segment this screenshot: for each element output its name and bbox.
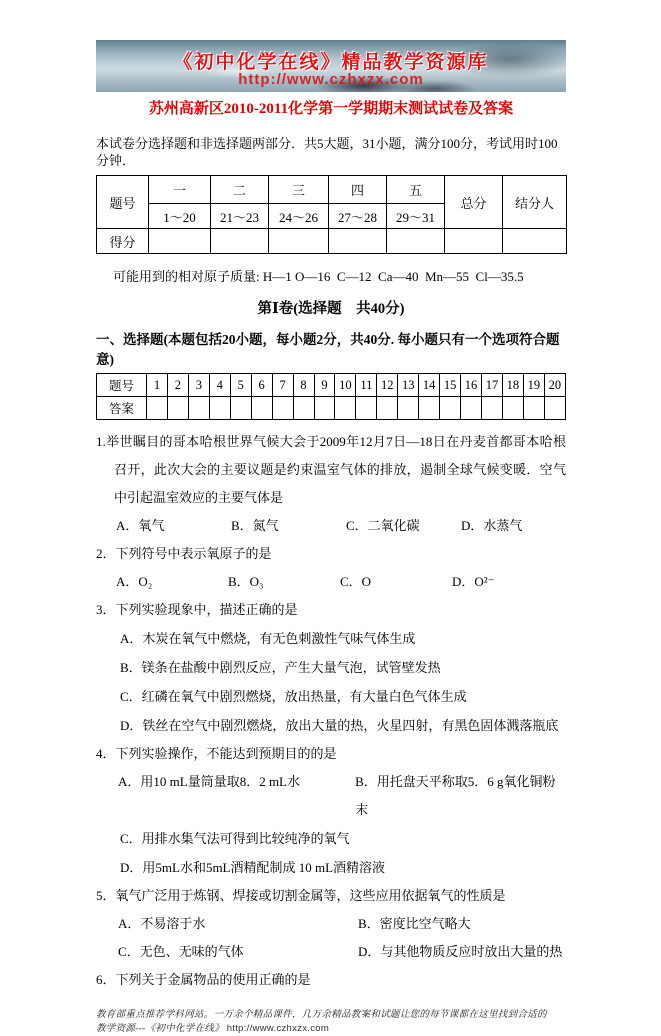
answer-table-number: 9 bbox=[314, 374, 335, 397]
question-3 bbox=[96, 596, 566, 740]
score-table-section: 一 bbox=[149, 176, 211, 204]
answer-table-number: 11 bbox=[356, 374, 377, 397]
part1-heading: 第Ⅰ卷(选择题 共40分) bbox=[257, 301, 405, 317]
option-c: C．O bbox=[340, 574, 372, 589]
option-d: D．铁丝在空气中剧烈燃烧，放出大量的热，火星四射，有黑色固体溅落瓶底 bbox=[120, 718, 559, 733]
option-b: B．镁条在盐酸中剧烈反应，产生大量气泡，试管壁发热 bbox=[120, 660, 441, 675]
answer-table-number: 3 bbox=[188, 374, 209, 397]
option-b: B．氮气 bbox=[231, 518, 279, 533]
answer-table-number: 6 bbox=[251, 374, 272, 397]
score-table-grader-header: 结分人 bbox=[503, 176, 567, 229]
answer-cell bbox=[356, 397, 377, 420]
option-b: B．O₃ bbox=[228, 574, 264, 589]
answer-cell bbox=[502, 397, 523, 420]
score-table-section: 二 bbox=[211, 176, 269, 204]
score-cell-grader bbox=[503, 229, 567, 254]
answer-cell bbox=[419, 397, 440, 420]
score-table-score-label: 得分 bbox=[97, 229, 149, 254]
question-stem: 3．下列实验现象中，描述正确的是 bbox=[96, 602, 298, 617]
exam-intro: 本试卷分选择题和非选择题两部分．共5大题，31小题，满分100分，考试用时100分钟． bbox=[96, 136, 558, 168]
answer-table-number: 1 bbox=[147, 374, 168, 397]
option-a: A．木炭在氧气中燃烧，有无色刺激性气味气体生成 bbox=[120, 631, 416, 646]
footer-line-2-text: 教学资源---《初中化学在线》 bbox=[96, 1024, 224, 1034]
question-5 bbox=[96, 882, 566, 966]
option-d: D．水蒸气 bbox=[461, 518, 523, 533]
score-table-range: 24～26 bbox=[269, 204, 329, 229]
answer-table-number: 12 bbox=[377, 374, 398, 397]
score-table-section: 五 bbox=[387, 176, 445, 204]
score-table-range: 27～28 bbox=[329, 204, 387, 229]
option-c: C．二氧化碳 bbox=[346, 518, 420, 533]
page-title: 苏州高新区2010-2011化学第一学期期末测试试卷及答案 bbox=[148, 101, 514, 117]
footer-line-1: 教育部重点推荐学科网站。一万余个精品课件，几万余精品教案和试题让您的每节课都在这里找到合适的 bbox=[96, 1010, 547, 1020]
score-table-range: 29～31 bbox=[387, 204, 445, 229]
answer-cell bbox=[335, 397, 356, 420]
answer-cell bbox=[167, 397, 188, 420]
question-stem: 1.举世瞩目的哥本哈根世界气候大会于2009年12月7日—18日在丹麦首都哥本哈根召开，此次大会的主要议题是约束温室气体的排放，遏制全球气候变暖．空气中引起温室效应的主要气体是 bbox=[96, 434, 566, 505]
question-1 bbox=[96, 428, 566, 540]
answer-table-number: 5 bbox=[230, 374, 251, 397]
banner-site-url: http://www.czhxzx.com bbox=[238, 71, 424, 88]
answer-table-number: 2 bbox=[167, 374, 188, 397]
score-cell-total bbox=[445, 229, 503, 254]
option-d: D．与其他物质反应时放出大量的热 bbox=[358, 944, 563, 959]
site-banner bbox=[96, 40, 566, 92]
question-stem: 2．下列符号中表示氧原子的是 bbox=[96, 546, 272, 561]
answer-table-number: 8 bbox=[293, 374, 314, 397]
answer-table-number: 15 bbox=[440, 374, 461, 397]
option-d: D．O²⁻ bbox=[452, 574, 495, 589]
answer-cell bbox=[314, 397, 335, 420]
score-table-section: 三 bbox=[269, 176, 329, 204]
question-stem: 4．下列实验操作，不能达到预期目的的是 bbox=[96, 746, 337, 761]
answer-table-number: 7 bbox=[272, 374, 293, 397]
score-table-section: 四 bbox=[329, 176, 387, 204]
answer-table-row-label: 题号 bbox=[97, 374, 147, 397]
score-table-range: 21～23 bbox=[211, 204, 269, 229]
option-a: A．不易溶于水 bbox=[118, 916, 206, 931]
atomic-mass-line: 可能用到的相对原子质量: H—1 O—16 C—12 Ca—40 Mn—55 Cl—35.5 bbox=[113, 269, 524, 284]
option-c: C．用排水集气法可得到比较纯净的氧气 bbox=[120, 831, 350, 846]
option-c: C．无色、无味的气体 bbox=[118, 944, 244, 959]
score-cell bbox=[387, 229, 445, 254]
score-table-range: 1～20 bbox=[149, 204, 211, 229]
answer-table-number: 13 bbox=[398, 374, 419, 397]
answer-table-number: 19 bbox=[523, 374, 544, 397]
answer-cell bbox=[209, 397, 230, 420]
answer-cell bbox=[544, 397, 565, 420]
answer-table bbox=[96, 373, 566, 420]
section1-heading: 一、选择题(本题包括20小题，每小题2分，共40分. 每小题只有一个选项符合题意) bbox=[96, 332, 560, 367]
answer-table-number: 14 bbox=[419, 374, 440, 397]
option-b: B．密度比空气略大 bbox=[358, 916, 471, 931]
page-footer bbox=[96, 1008, 566, 1036]
answer-cell bbox=[230, 397, 251, 420]
answer-table-number: 18 bbox=[502, 374, 523, 397]
score-cell bbox=[211, 229, 269, 254]
footer-site-url: http://www.czhxzx.com bbox=[226, 1023, 330, 1034]
question-4 bbox=[96, 740, 566, 882]
score-table-total-header: 总分 bbox=[445, 176, 503, 229]
answer-table-number: 17 bbox=[482, 374, 503, 397]
answer-cell bbox=[188, 397, 209, 420]
answer-table-number: 16 bbox=[461, 374, 482, 397]
option-c: C．红磷在氧气中剧烈燃烧，放出热量，有大量白色气体生成 bbox=[120, 689, 467, 704]
answer-table-number: 20 bbox=[544, 374, 565, 397]
footer-line-2 bbox=[96, 1022, 566, 1036]
question-2 bbox=[96, 540, 566, 596]
exam-page bbox=[96, 0, 566, 1036]
answer-cell bbox=[482, 397, 503, 420]
answer-table-number: 4 bbox=[209, 374, 230, 397]
score-table-question-header: 题号 bbox=[97, 176, 149, 229]
banner-site-title: 《初中化学在线》精品教学资源库 bbox=[173, 52, 489, 73]
question-stem: 6．下列关于金属物品的使用正确的是 bbox=[96, 972, 311, 987]
answer-cell bbox=[377, 397, 398, 420]
score-cell bbox=[149, 229, 211, 254]
option-a: A．氧气 bbox=[116, 518, 165, 533]
answer-cell bbox=[523, 397, 544, 420]
answer-cell bbox=[147, 397, 168, 420]
option-a: A．O₂ bbox=[116, 574, 153, 589]
question-6 bbox=[96, 966, 566, 994]
score-cell bbox=[269, 229, 329, 254]
answer-table-answer-label: 答案 bbox=[97, 397, 147, 420]
question-stem: 5．氧气广泛用于炼钢、焊接或切割金属等，这些应用依据氧气的性质是 bbox=[96, 888, 506, 903]
answer-cell bbox=[272, 397, 293, 420]
option-b: B．用托盘天平称取5．6 g氧化铜粉末 bbox=[355, 774, 556, 817]
answer-cell bbox=[293, 397, 314, 420]
answer-cell bbox=[461, 397, 482, 420]
answer-table-number: 10 bbox=[335, 374, 356, 397]
score-cell bbox=[329, 229, 387, 254]
answer-cell bbox=[440, 397, 461, 420]
score-table bbox=[96, 175, 567, 254]
answer-cell bbox=[251, 397, 272, 420]
option-d: D．用5mL水和5mL酒精配制成 10 mL酒精溶液 bbox=[120, 860, 386, 875]
answer-cell bbox=[398, 397, 419, 420]
option-a: A．用10 mL量筒量取8．2 mL水 bbox=[118, 774, 300, 789]
